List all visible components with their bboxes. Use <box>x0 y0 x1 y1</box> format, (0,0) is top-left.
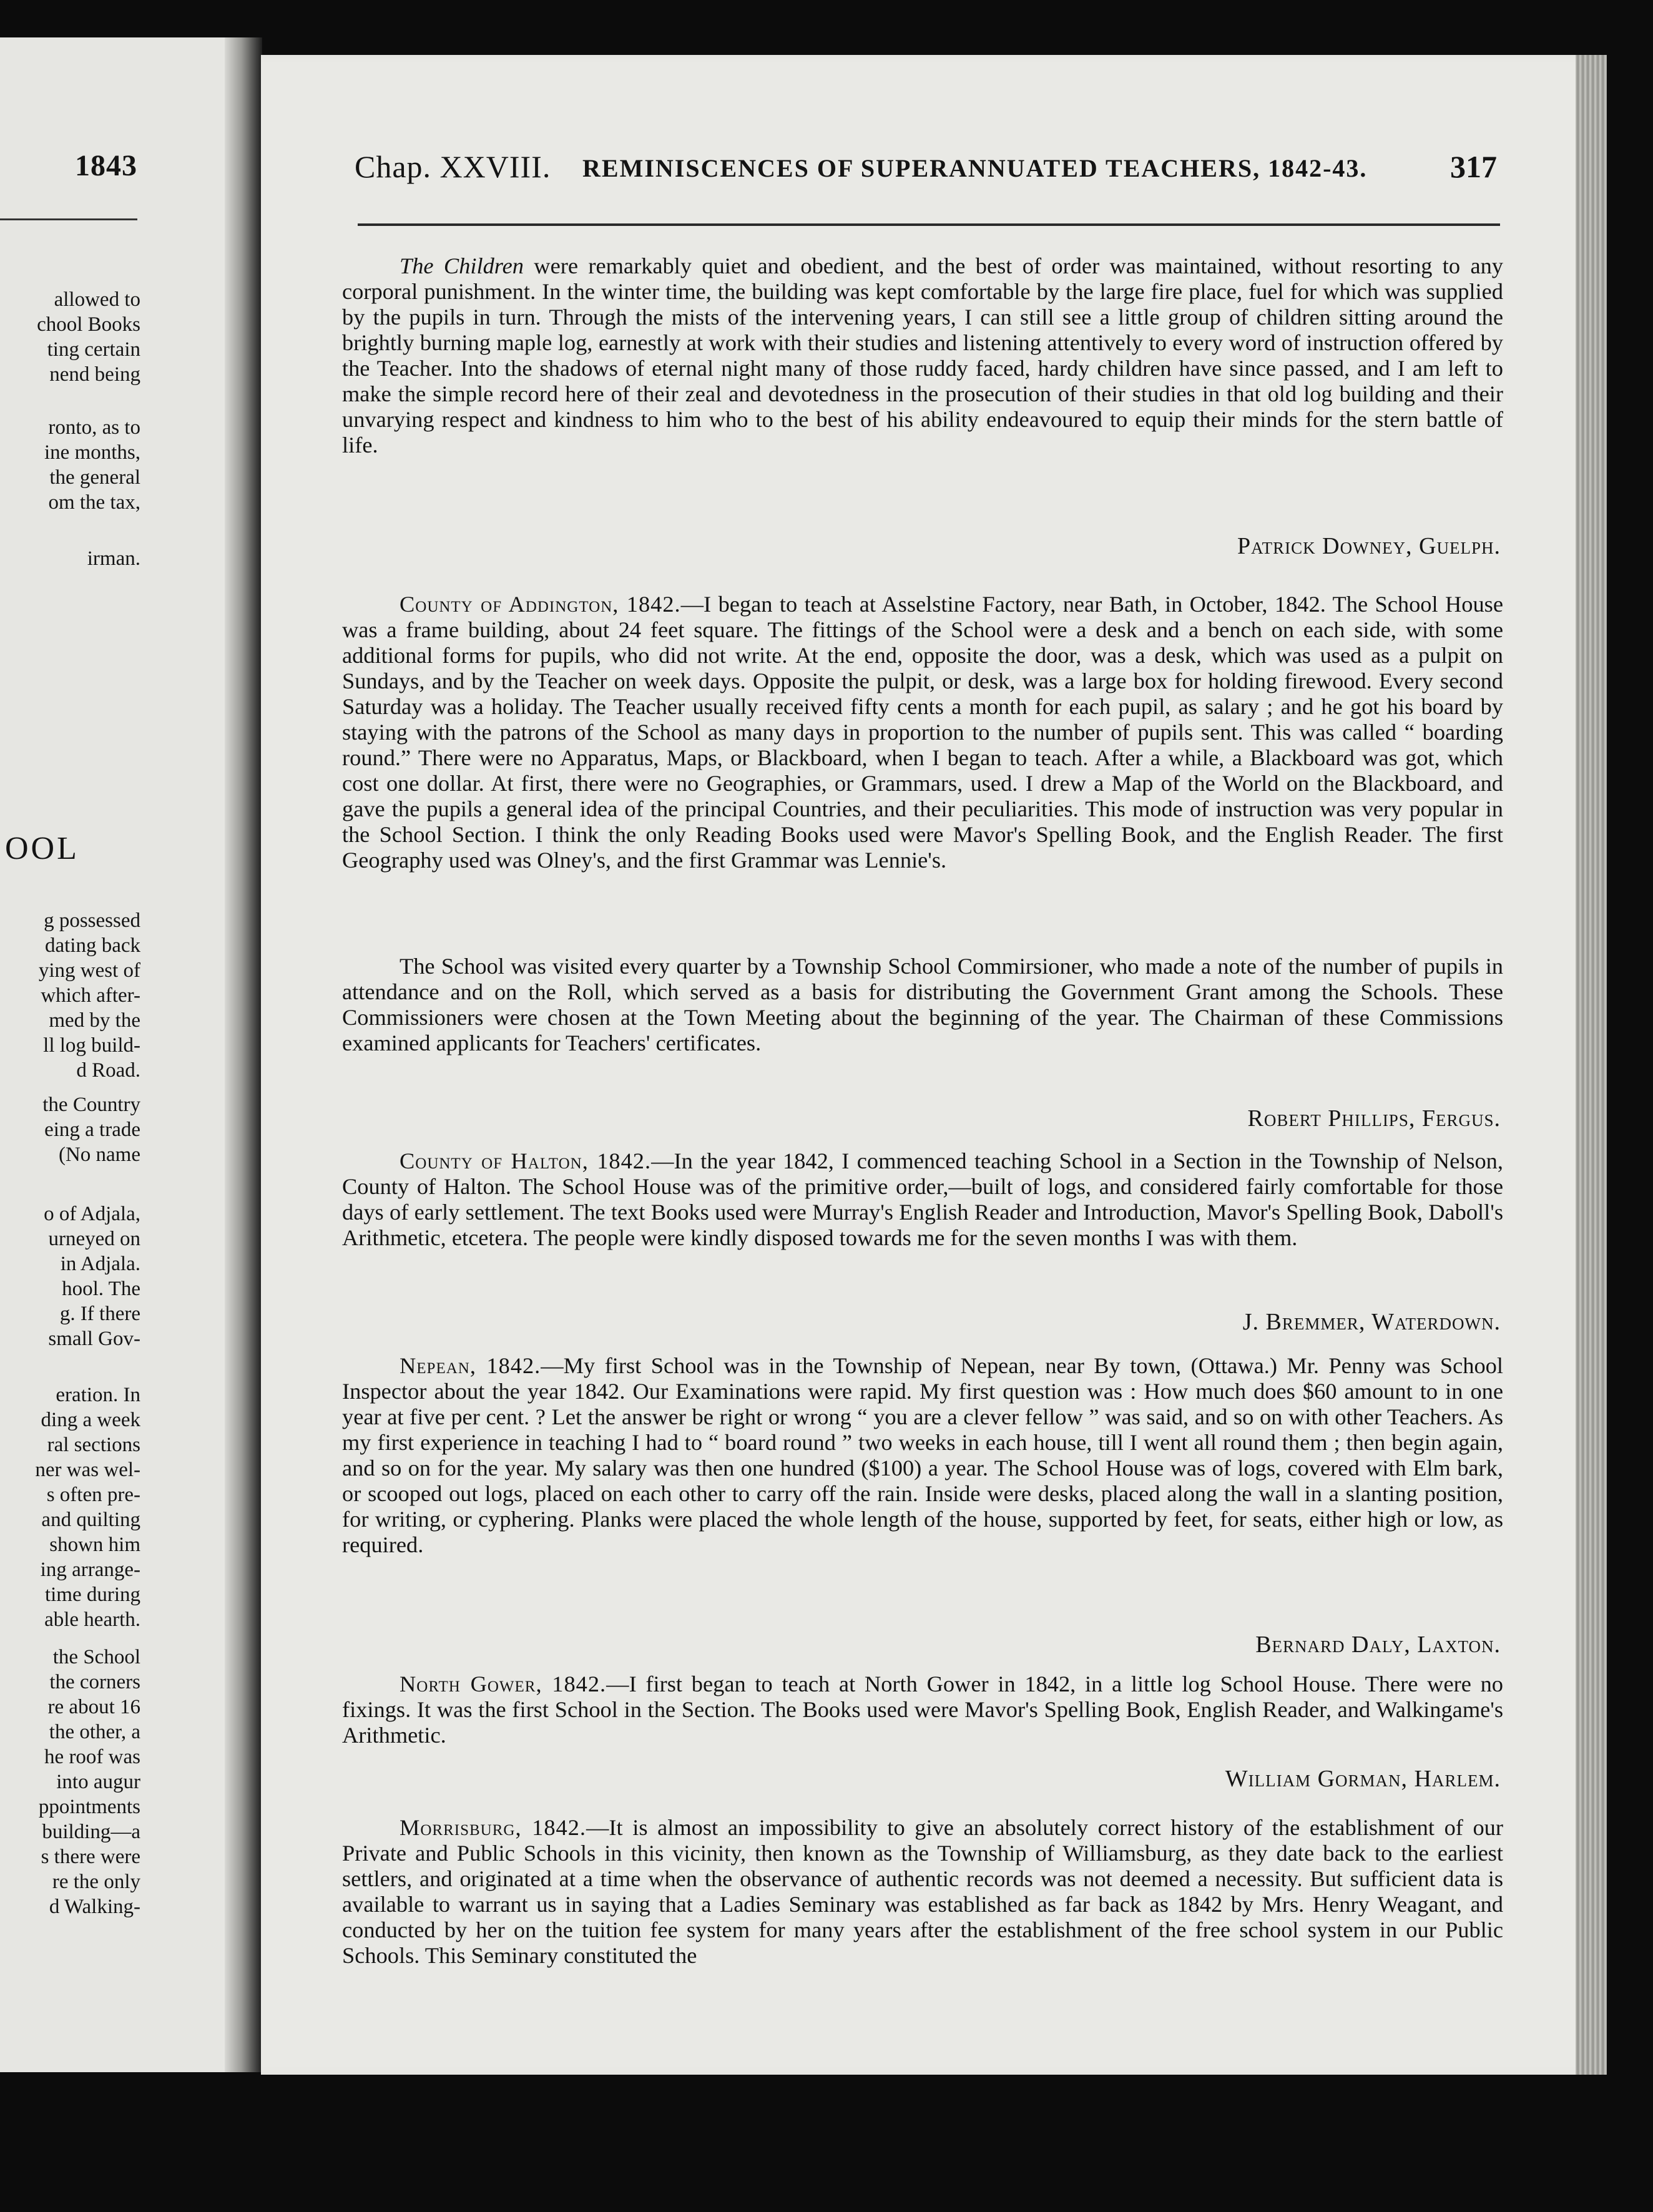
previous-page-line: the Country <box>42 1094 140 1116</box>
paragraph-lead: Morrisburg, 1842. <box>400 1815 587 1840</box>
previous-page-line: hool. The <box>62 1278 140 1300</box>
previous-page-line: into augur <box>56 1771 140 1793</box>
previous-page-line: dating back <box>44 934 140 957</box>
previous-page-line: ine months, <box>44 441 140 464</box>
previous-page-line: med by the <box>49 1009 140 1032</box>
signature-bremmer: J. Bremmer, Waterdown. <box>1242 1309 1501 1335</box>
previous-page-line: ner was wel- <box>35 1459 140 1481</box>
previous-page-line: nend being <box>49 363 140 386</box>
previous-page-line: g possessed <box>44 909 140 932</box>
previous-page-line: re about 16 <box>47 1696 140 1718</box>
previous-page-line: time during <box>44 1583 140 1606</box>
previous-page-line: ding a week <box>41 1409 140 1431</box>
previous-page-line: (No name <box>58 1143 140 1166</box>
paragraph-lead: The Children <box>400 253 524 278</box>
previous-page-line: g. If there <box>59 1303 140 1325</box>
paragraph-lead: North Gower, 1842. <box>400 1671 607 1696</box>
paragraph-text: —I first began to teach at North Gower in 1842, in a little log School House. There were no fixings. It was the first School in the Section. The Books used were Mavor's Spelling Book, English Reader, and Walkingame's Arithmetic. <box>342 1671 1503 1748</box>
previous-page-rule <box>0 218 137 220</box>
paragraph-addington-commissioners <box>342 954 1503 1056</box>
previous-page-line: om the tax, <box>48 491 140 514</box>
previous-page-line: ll log build- <box>43 1034 140 1057</box>
paragraph-lead: County of Halton, 1842. <box>400 1148 652 1173</box>
page-number: 317 <box>1450 149 1497 184</box>
previous-page-line: in Adjala. <box>60 1253 140 1275</box>
running-title: REMINISCENCES OF SUPERANNUATED TEACHERS, 1842-43. <box>582 154 1368 182</box>
previous-page-line: o of Adjala, <box>44 1203 140 1225</box>
paragraph-the-children <box>342 253 1503 458</box>
previous-page-line: d Walking- <box>49 1896 140 1918</box>
previous-page-line: urneyed on <box>48 1228 140 1250</box>
paragraph-nepean <box>342 1353 1503 1558</box>
previous-page-line: eration. In <box>56 1384 140 1406</box>
previous-page-line: shown him <box>49 1534 140 1556</box>
signature-gorman: William Gorman, Harlem. <box>1225 1766 1501 1792</box>
book-gutter <box>225 37 262 2072</box>
book-page <box>261 55 1607 2075</box>
previous-page-line: ral sections <box>47 1434 140 1456</box>
previous-page-line: irman. <box>87 547 140 570</box>
paragraph-morrisburg <box>342 1815 1503 1969</box>
paragraph-halton <box>342 1148 1503 1251</box>
paragraph-addington <box>342 592 1503 873</box>
paragraph-text: were remarkably quiet and obedient, and the best of order was maintained, without resorting to any corporal punishment. In the winter time, the building was kept comfortable by the large fire place, fuel for which was supplied by the pupils in turn. Through the mists of the intervening years, I can still see a little group of children sitting around the brightly burning maple log, earnestly at work with their studies and listening attentively to every word of instruction offered by the Teacher. Into the shadows of eternal night many of those ruddy faced, hardy children have since passed, and I am left to make the simple record here of their zeal and devotedness in the prosecution of their studies in that old log building and their unvarying respect and kindness to him who to the best of his ability endeavoured to equip their minds for the stern battle of life. <box>342 253 1503 458</box>
paragraph-text: —It is almost an impossibility to give an absolutely correct history of the establishment of our Private and Public Schools in this vicinity, then known as the Township of Williamsburg, as they date back to the earliest settlers, and originated at a time when the observance of authentic records was not deemed a necessity. But sufficient data is available to warrant us in saying that a Ladies Seminary was established as far back as 1842 by Mrs. Henry Weagant, and conducted by her on the tuition fee system for many years after the establishment of the free school system in our Public Schools. This Seminary constituted the <box>342 1815 1503 1968</box>
paragraph-text: —My first School was in the Township of Nepean, near By town, (Ottawa.) Mr. Penny was School Inspector about the year 1842. Our Examinations were rapid. My first question was : How much does $60 amount to in one year at five per cent. ? Let the answer be right or wrong “ you are a clever fellow ” was said, and so on with other Teachers. As my first experience in teaching I had to “ board round ” two weeks in each house, till I went all round them ; then begin again, and so on for the year. My salary was then one hundred ($100) a year. The School House was of logs, covered with Elm bark, or scooped out logs, placed on each other to carry off the rain. Inside were desks, placed along the wall in a slanting position, for writing, or cyphering. Planks were placed the whole length of the house, supported by feet, for seats, either high or low, as required. <box>342 1353 1503 1557</box>
previous-page-line: ing arrange- <box>40 1559 140 1581</box>
previous-page-line: allowed to <box>54 288 140 311</box>
previous-page-line: small Gov- <box>48 1328 140 1350</box>
signature-phillips: Robert Phillips, Fergus. <box>1247 1105 1501 1132</box>
previous-page-line: ting certain <box>47 338 140 361</box>
paragraph-text: —I began to teach at Asselstine Factory, near Bath, in October, 1842. The School House was a frame building, about 24 feet square. The fittings of the School were a desk and a bench on each side, with some additional forms for pupils, who did not write. At the end, opposite the door, was a desk, which was used as a pulpit on Sundays, and by the Teacher on week days. Opposite the pulpit, or desk, was a large box for holding firewood. Every second Saturday was a holiday. The Teacher usually received fifty cents a month for each pupil, as salary ; and he got his board by staying with the patrons of the School as many days in proportion to the number of pupils sent. This was called “ boarding round.” There were no Apparatus, Maps, or Blackboard, when I began to teach. After a while, a Blackboard was got, which cost one dollar. At first, there were no Geographies, or Grammars, used. I drew a Map of the World on the Blackboard, and gave the pupils a general idea of the principal Countries, and their peculiarities. This mode of instruction was very popular in the School Section. I think the only Reading Books used were Mavor's Spelling Book, and the English Reader. The first Geography used was Olney's, and the first Grammar was Lennie's. <box>342 592 1503 873</box>
previous-page-line: able hearth. <box>44 1608 140 1631</box>
previous-page-line: and quilting <box>41 1509 140 1531</box>
previous-page-line: ronto, as to <box>48 416 140 439</box>
previous-page-section-heading: OOL <box>5 831 79 866</box>
previous-page-line: s often pre- <box>46 1484 140 1506</box>
previous-page-line: building—a <box>42 1821 140 1843</box>
previous-page-line: ppointments <box>38 1796 140 1818</box>
running-head <box>355 149 1497 192</box>
previous-page-line: s there were <box>41 1846 140 1868</box>
signature-downey: Patrick Downey, Guelph. <box>1237 533 1501 559</box>
previous-page-line: re the only <box>52 1871 140 1893</box>
paragraph-north-gower <box>342 1671 1503 1748</box>
paragraph-text: —In the year 1842, I commenced teaching School in a Section in the Township of Nelson, County of Halton. The School House was of the primitive order,—built of logs, and considered fairly comfortable for those days of early settlement. The text Books used were Murray's English Reader and Introduction, Mavor's Spelling Book, Daboll's Arithmetic, etcetera. The people were kindly disposed towards me for the seven months I was with them. <box>342 1148 1503 1250</box>
header-rule <box>358 223 1500 226</box>
previous-page-line: the corners <box>49 1671 140 1693</box>
previous-page-line: which after- <box>41 984 140 1007</box>
previous-page-fragment <box>0 37 237 2072</box>
paragraph-lead: County of Addington, 1842. <box>400 592 681 617</box>
previous-page-line: chool Books <box>37 313 140 336</box>
previous-page-line: ying west of <box>38 959 140 982</box>
previous-page-line: the other, a <box>49 1721 140 1743</box>
chapter-label: Chap. XXVIII. <box>355 149 551 184</box>
previous-page-line: d Road. <box>76 1059 140 1082</box>
paragraph-lead: Nepean, 1842. <box>400 1353 541 1378</box>
previous-page-line: the School <box>52 1646 140 1668</box>
previous-page-line: eing a trade <box>44 1118 140 1141</box>
paragraph-text: The School was visited every quarter by a Township School Commirsioner, who made a note of the number of pupils in attendance and on the Roll, which served as a basis for distributing the Government Grant among the Schools. These Commissioners were chosen at the Town Meeting about the beginning of the year. The Chairman of these Commissions examined applicants for Teachers' certificates. <box>342 954 1503 1055</box>
previous-page-number: 1843 <box>75 149 137 182</box>
page-edge <box>1576 55 1607 2075</box>
signature-daly: Bernard Daly, Laxton. <box>1255 1632 1501 1658</box>
previous-page-line: he roof was <box>44 1746 140 1768</box>
previous-page-line: the general <box>49 466 140 489</box>
